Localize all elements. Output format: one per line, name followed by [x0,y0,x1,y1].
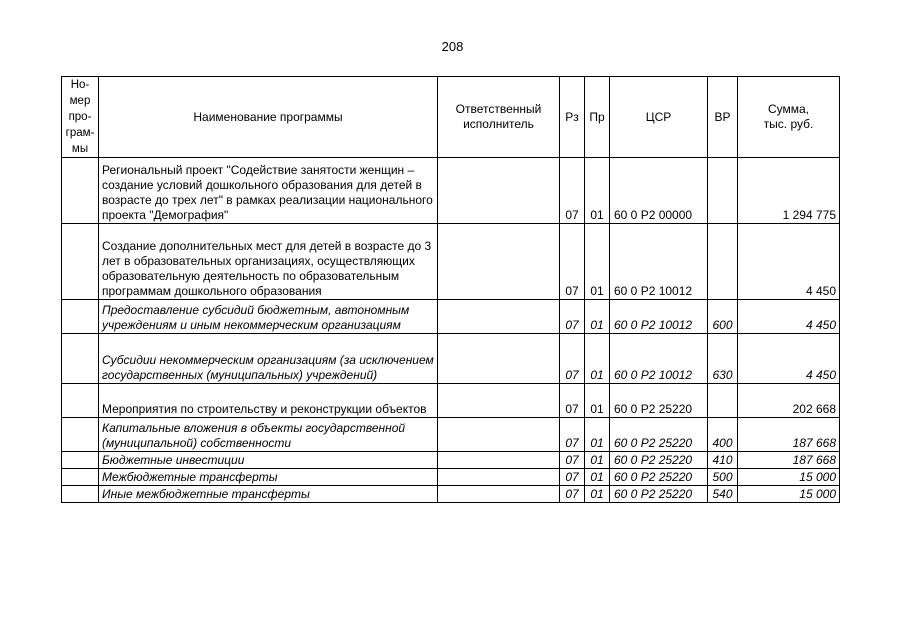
cell-vr: 540 [708,486,738,503]
cell-vr [708,158,738,224]
cell-vr [708,224,738,300]
table-row [62,418,840,452]
cell-rz: 07 [560,334,585,384]
cell-csr: 60 0 P2 10012 [610,334,708,384]
cell-csr: 60 0 P2 25220 [610,384,708,418]
cell-rz: 07 [560,384,585,418]
table-row [62,384,840,418]
cell-pr: 01 [585,300,610,334]
cell-vr: 600 [708,300,738,334]
cell-pr: 01 [585,418,610,452]
cell-responsible [438,334,560,384]
cell-name: Предоставление субсидий бюджетным, автономным учреждениям и иным некоммерческим организациям [99,300,438,334]
cell-responsible [438,224,560,300]
table-row [62,300,840,334]
cell-number [62,158,99,224]
cell-sum: 15 000 [738,486,840,503]
cell-responsible [438,384,560,418]
cell-csr: 60 0 P2 25220 [610,469,708,486]
cell-number [62,224,99,300]
cell-name: Капитальные вложения в объекты государственной (муниципальной) собственности [99,418,438,452]
cell-name: Иные межбюджетные трансферты [99,486,438,503]
cell-sum: 4 450 [738,300,840,334]
cell-number [62,418,99,452]
header-sum: Сумма, тыс. руб. [738,77,840,158]
header-program-name: Наименование программы [99,77,438,158]
cell-csr: 60 0 P2 25220 [610,486,708,503]
cell-pr: 01 [585,224,610,300]
cell-sum: 187 668 [738,418,840,452]
cell-pr: 01 [585,469,610,486]
table-row [62,452,840,469]
cell-name: Создание дополнительных мест для детей в возрасте до 3 лет в образовательных организациях, осуществляющих образовательную деятельность по образовательным программам дошкольного образования [99,224,438,300]
cell-rz: 07 [560,224,585,300]
cell-vr: 400 [708,418,738,452]
cell-vr: 410 [708,452,738,469]
budget-table [61,76,840,503]
cell-rz: 07 [560,469,585,486]
cell-rz: 07 [560,452,585,469]
cell-name: Субсидии некоммерческим организациям (за исключением государственных (муниципальных) учреждений) [99,334,438,384]
header-pr: Пр [585,77,610,158]
cell-vr [708,384,738,418]
cell-name: Региональный проект "Содействие занятости женщин – создание условий дошкольного образования для детей в возрасте до трех лет" в рамках реализации национального проекта "Демография" [99,158,438,224]
cell-pr: 01 [585,158,610,224]
cell-pr: 01 [585,452,610,469]
cell-responsible [438,469,560,486]
page-number: 208 [441,39,464,54]
cell-number [62,486,99,503]
cell-responsible [438,300,560,334]
cell-vr: 630 [708,334,738,384]
cell-rz: 07 [560,418,585,452]
cell-vr: 500 [708,469,738,486]
table-header-row [62,77,840,158]
header-vr: ВР [708,77,738,158]
header-csr: ЦСР [610,77,708,158]
cell-responsible [438,452,560,469]
cell-number [62,384,99,418]
cell-sum: 4 450 [738,224,840,300]
cell-rz: 07 [560,300,585,334]
cell-csr: 60 0 P2 00000 [610,158,708,224]
cell-sum: 1 294 775 [738,158,840,224]
cell-name: Мероприятия по строительству и реконструкции объектов [99,384,438,418]
header-program-number: Но- мер про- грам- мы [62,77,99,158]
cell-name: Межбюджетные трансферты [99,469,438,486]
cell-number [62,452,99,469]
cell-csr: 60 0 P2 25220 [610,418,708,452]
cell-number [62,334,99,384]
table-row [62,486,840,503]
cell-number [62,469,99,486]
cell-responsible [438,418,560,452]
table-row [62,469,840,486]
cell-sum: 187 668 [738,452,840,469]
cell-csr: 60 0 P2 10012 [610,300,708,334]
table-row [62,334,840,384]
cell-number [62,300,99,334]
cell-pr: 01 [585,486,610,503]
header-responsible: Ответственный исполнитель [438,77,560,158]
header-rz: Рз [560,77,585,158]
table-row [62,224,840,300]
cell-name: Бюджетные инвестиции [99,452,438,469]
cell-rz: 07 [560,158,585,224]
cell-pr: 01 [585,334,610,384]
table-row [62,158,840,224]
cell-responsible [438,486,560,503]
cell-pr: 01 [585,384,610,418]
cell-responsible [438,158,560,224]
cell-rz: 07 [560,486,585,503]
cell-csr: 60 0 P2 10012 [610,224,708,300]
cell-sum: 202 668 [738,384,840,418]
cell-sum: 15 000 [738,469,840,486]
cell-sum: 4 450 [738,334,840,384]
cell-csr: 60 0 P2 25220 [610,452,708,469]
